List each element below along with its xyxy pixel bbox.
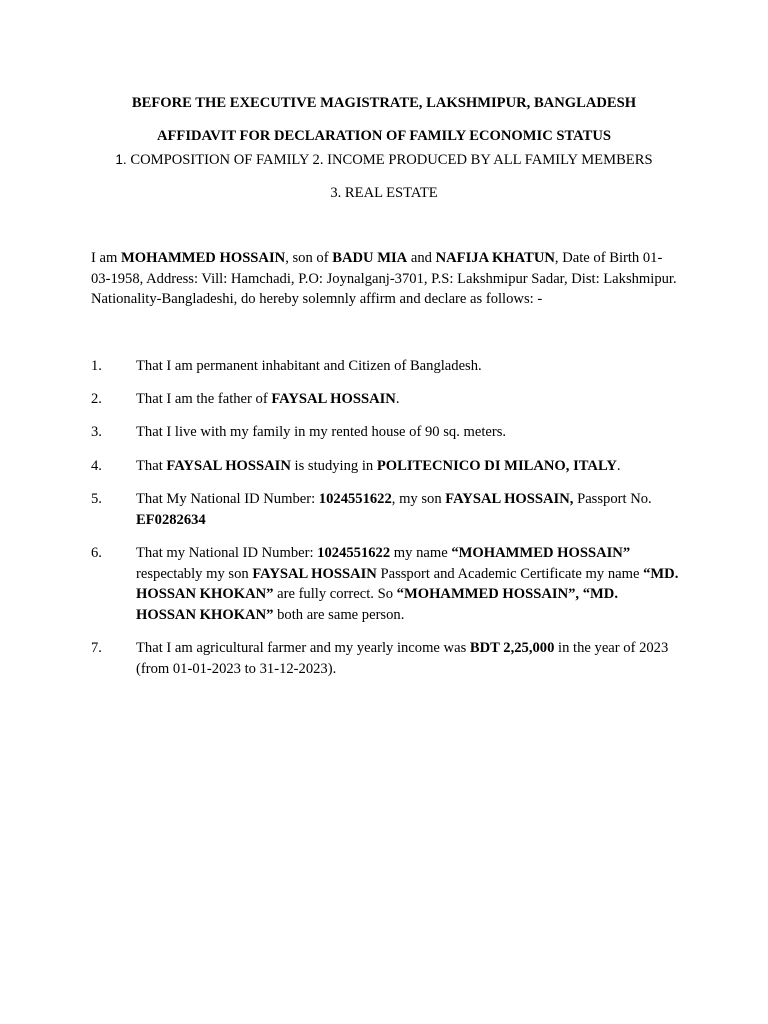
item-text [136,638,681,679]
item-number: 7. [91,640,102,656]
item-text [136,543,681,625]
item-number: 6. [91,545,102,561]
item-bold-part: “MD. HOSSAN KHOKAN” [136,565,679,602]
item-text [136,422,681,443]
item-bold-part: FAYSAL HOSSAIN, [445,491,574,507]
item-bold-part: 1024551622 [318,491,392,507]
item-text-part: That My National ID Number: [136,491,319,507]
item-text-part: is studying in [290,458,377,474]
father-name: BADU MIA [332,250,408,266]
item-number: 2. [91,391,102,407]
item-number: 3. [91,424,102,440]
item-text-part: both are same person. [273,606,405,623]
item-text-part: . [616,458,621,474]
deponent-name: MOHAMMED HOSSAIN [121,250,286,266]
item-bold-part: FAYSAL HOSSAIN [166,458,291,474]
item-text-part: in the year of 2023 (from 01-01-2023 to 31-12-2023). [136,640,669,677]
subtitle-line-2: 3. REAL ESTATE [330,185,438,201]
item-bold-part: FAYSAL HOSSAIN [271,391,396,407]
item-bold-part: FAYSAL HOSSAIN [252,565,377,582]
item-bold-part: POLITECNICO DI MILANO, ITALY [376,458,617,474]
item-bold-part: BDT 2,25,000 [469,640,555,656]
item-bold-part: EF0282634 [136,511,206,528]
item-text-part: That I am agricultural farmer and my yearly income was [136,640,470,656]
item-bold-part: 1024551622 [317,545,391,561]
item-text-part: , my son [391,491,446,507]
item-bold-part: “MOHAMMED HOSSAIN”, “MD. HOSSAN KHOKAN” [136,586,618,623]
item-text-part: . [395,391,400,407]
intro-paragraph [91,248,681,310]
item-text-part: respectably my son [136,565,253,582]
item-text-part: That [136,458,167,474]
subtitle-line-1 [0,150,768,171]
item-text-part: Passport No. [573,491,652,507]
item-text-part: That I am permanent inhabitant and Citizen of Bangladesh. [136,358,482,374]
item-text-part: are fully correct. So [273,586,397,602]
item-text-part: That I live with my family in my rented house of 90 sq. meters. [136,424,507,440]
item-number: 1. [91,358,102,374]
mother-name: NAFIJA KHATUN [435,250,555,266]
item-number: 4. [91,458,102,474]
item-bold-part: “MOHAMMED HOSSAIN” [451,545,631,561]
item-text [136,456,681,477]
item-text-part: my name [390,545,452,561]
subtitle-text: COMPOSITION OF FAMILY 2. INCOME PRODUCED BY ALL FAMILY MEMBERS [130,152,653,168]
item-text-part: That I am the father of [136,391,272,407]
intro-text: , son of [285,250,333,266]
item-number: 5. [91,491,102,507]
item-text [136,389,681,410]
item-text-part: Passport and Academic Certificate my name [376,565,644,582]
item-text [136,356,681,377]
intro-text: , Date of Birth 01-03-1958, Address: Vill: Hamchadi, P.O: Joynalganj-3701, P.S: Lakshmipur Sadar, Dist: Lakshmipur. Nationality-Bangladeshi, do hereby solemnly affirm and declare as follows: - [91,250,677,307]
subtitle-number: 1. [115,152,127,167]
item-text [136,489,681,530]
court-heading: BEFORE THE EXECUTIVE MAGISTRATE, LAKSHMIPUR, BANGLADESH [131,95,637,111]
document-title: AFFIDAVIT FOR DECLARATION OF FAMILY ECONOMIC STATUS [156,128,612,144]
intro-text: and [407,250,436,266]
intro-text: I am [91,250,121,266]
item-text-part: That my National ID Number: [136,545,318,561]
